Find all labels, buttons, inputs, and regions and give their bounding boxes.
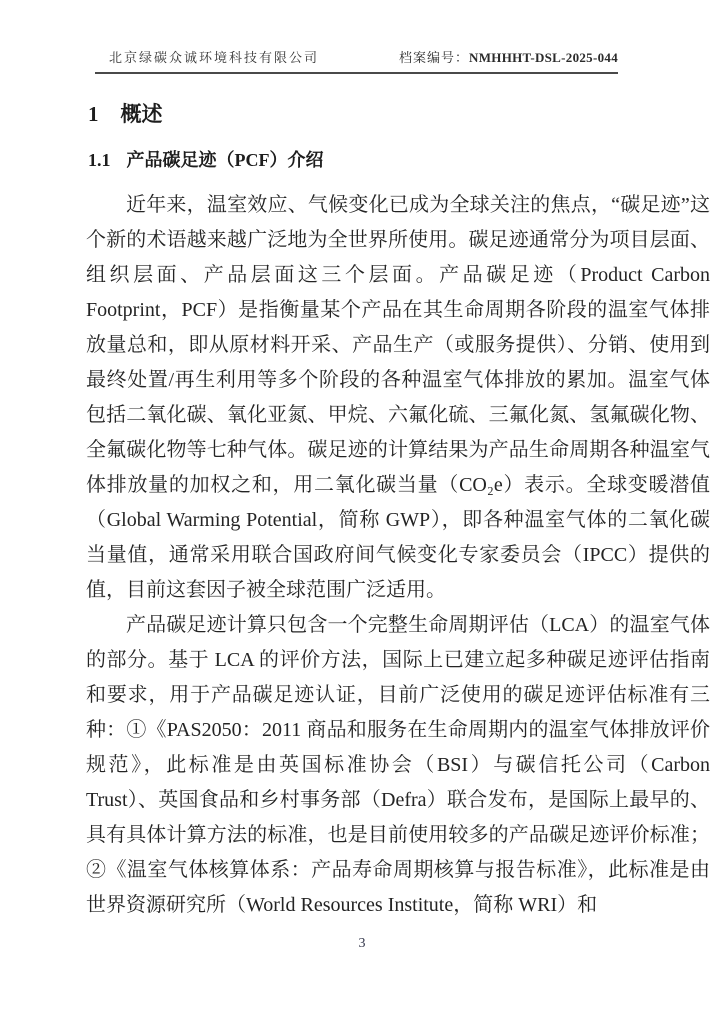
doc-number-label: 档案编号：	[399, 50, 470, 65]
header-company-name: 北京绿碳众诚环境科技有限公司	[109, 50, 320, 65]
section-number: 1	[88, 102, 99, 126]
subsection-heading	[88, 146, 324, 172]
subsection-title: 产品碳足迹（PCF）介绍	[126, 150, 324, 170]
section-title: 概述	[120, 102, 163, 126]
document-body	[86, 188, 710, 923]
subsection-number: 1.1	[88, 150, 111, 170]
page-header	[95, 50, 618, 74]
section-heading	[88, 98, 163, 128]
paragraph: 近年来，温室效应、气候变化已成为全球关注的焦点，“碳足迹”这个新的术语越来越广泛地为全世界所使用。碳足迹通常分为项目层面、组织层面、产品层面这三个层面。产品碳足迹（Product Carbon Footprint，PCF）是指衡量某个产品在其生命周期各阶段的温室气体排放量总和，即从原材料开采、产品生产（或服务提供）、分销、使用到最终处置/再生利用等多个阶段的各种温室气体排放的累加。温室气体包括二氧化碳、氧化亚氮、甲烷、六氟化硫、三氟化氮、氢氟碳化物、全氟碳化物等七种气体。碳足迹的计算结果为产品生命周期各种温室气体排放量的加权之和，用二氧化碳当量（CO₂e）表示。全球变暖潜值（Global Warming Potential，简称 GWP），即各种温室气体的二氧化碳当量值，通常采用联合国政府间气候变化专家委员会（IPCC）提供的值，目前这套因子被全球范围广泛适用。	[86, 194, 710, 601]
header-doc-number	[399, 50, 618, 66]
page-number: 3	[358, 936, 366, 951]
doc-number-value: NMHHHT-DSL-2025-044	[469, 50, 618, 65]
paragraph: 产品碳足迹计算只包含一个完整生命周期评估（LCA）的温室气体的部分。基于 LCA 的评价方法，国际上已建立起多种碳足迹评估指南和要求，用于产品碳足迹认证，目前广泛使用的碳足迹评估标准有三种：①《PAS2050：2011 商品和服务在生命周期内的温室气体排放评价规范》，此标准是由英国标准协会（BSI）与碳信托公司（Carbon Trust）、英国食品和乡村事务部（Defra）联合发布，是国际上最早的、具有具体计算方法的标准，也是目前使用较多的产品碳足迹评价标准；②《温室气体核算体系：产品寿命周期核算与报告标准》，此标准是由世界资源研究所（World Resources Institute，简称 WRI）和	[86, 614, 710, 916]
